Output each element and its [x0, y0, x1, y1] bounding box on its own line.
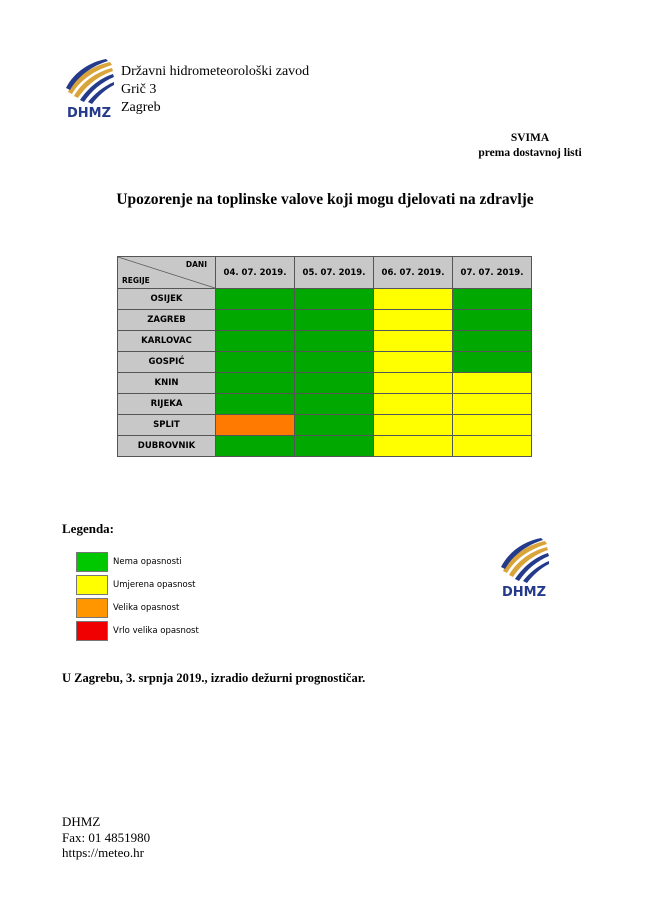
warning-level-cell	[216, 394, 295, 415]
date-header: 04. 07. 2019.	[216, 257, 295, 289]
legend-swatch-very-high	[76, 621, 108, 641]
table-row	[118, 436, 532, 457]
table-header-row	[118, 257, 532, 289]
document-title: Upozorenje na toplinske valove koji mogu djelovati na zdravlje	[116, 191, 534, 208]
warning-level-cell	[374, 331, 453, 352]
legend-label-very-high: Vrlo velika opasnost	[113, 626, 199, 636]
legend-label-moderate: Umjerena opasnost	[113, 580, 196, 590]
warning-level-cell	[216, 331, 295, 352]
svg-text:DHMZ: DHMZ	[66, 106, 112, 120]
region-label: KNIN	[118, 373, 216, 394]
table-row	[118, 373, 532, 394]
issued-note: U Zagrebu, 3. srpnja 2019., izradio dežurni prognostičar.	[62, 671, 366, 685]
legend-swatch-moderate	[76, 575, 108, 595]
svg-text:DHMZ: DHMZ	[501, 585, 547, 599]
dhmz-logo	[497, 537, 551, 599]
warning-level-cell	[374, 373, 453, 394]
org-street: Grič 3	[121, 82, 157, 97]
table-row	[118, 352, 532, 373]
warning-level-cell	[453, 415, 532, 436]
warning-level-cell	[453, 394, 532, 415]
dhmz-logo	[62, 58, 116, 120]
table-corner-cell	[118, 257, 216, 289]
recipient-block	[470, 131, 590, 161]
footer-fax: Fax: 01 4851980	[62, 829, 151, 845]
recipient-line: prema dostavnoj listi	[478, 147, 582, 159]
region-label: GOSPIĆ	[118, 352, 216, 373]
warning-level-cell	[374, 289, 453, 310]
warning-level-cell	[216, 373, 295, 394]
organization-address	[121, 63, 309, 117]
warning-level-cell	[374, 352, 453, 373]
legend-swatch-none	[76, 552, 108, 572]
footer-website-link[interactable]: https://meteo.hr	[62, 845, 144, 860]
legend-title: Legenda:	[62, 521, 114, 536]
date-header: 05. 07. 2019.	[295, 257, 374, 289]
warning-level-cell	[295, 352, 374, 373]
warning-level-cell	[374, 310, 453, 331]
warning-level-cell	[216, 436, 295, 457]
warning-level-cell	[295, 310, 374, 331]
corner-label-regions: REGIJE	[122, 276, 150, 285]
table-row	[118, 331, 532, 352]
warning-level-cell	[374, 436, 453, 457]
footer-contact	[62, 814, 150, 861]
warning-level-cell	[453, 436, 532, 457]
warning-level-cell	[295, 394, 374, 415]
region-label: ZAGREB	[118, 310, 216, 331]
region-label: RIJEKA	[118, 394, 216, 415]
table-row	[118, 310, 532, 331]
warning-level-cell	[295, 415, 374, 436]
region-label: DUBROVNIK	[118, 436, 216, 457]
recipient-line: SVIMA	[510, 132, 550, 144]
region-label: KARLOVAC	[118, 331, 216, 352]
table-row	[118, 415, 532, 436]
date-header: 07. 07. 2019.	[453, 257, 532, 289]
legend-swatch-high	[76, 598, 108, 618]
warning-level-cell	[453, 331, 532, 352]
org-city: Zagreb	[121, 100, 161, 115]
warning-level-cell	[295, 289, 374, 310]
warning-level-cell	[216, 415, 295, 436]
date-header: 06. 07. 2019.	[374, 257, 453, 289]
legend-label-none: Nema opasnosti	[113, 557, 182, 567]
table-row	[118, 289, 532, 310]
org-name: Državni hidrometeorološki zavod	[121, 64, 310, 79]
warning-level-cell	[453, 373, 532, 394]
warning-level-cell	[295, 436, 374, 457]
footer-org: DHMZ	[62, 814, 101, 829]
warning-level-cell	[453, 310, 532, 331]
heatwave-warning-table	[117, 256, 532, 457]
warning-level-cell	[453, 352, 532, 373]
warning-level-cell	[374, 394, 453, 415]
table-row	[118, 394, 532, 415]
warning-level-cell	[216, 352, 295, 373]
warning-level-cell	[295, 331, 374, 352]
legend-label-high: Velika opasnost	[113, 603, 180, 613]
warning-level-cell	[216, 289, 295, 310]
warning-level-cell	[295, 373, 374, 394]
region-label: OSIJEK	[118, 289, 216, 310]
warning-level-cell	[374, 415, 453, 436]
warning-level-cell	[216, 310, 295, 331]
corner-label-days: DANI	[185, 260, 207, 269]
warning-level-cell	[453, 289, 532, 310]
region-label: SPLIT	[118, 415, 216, 436]
